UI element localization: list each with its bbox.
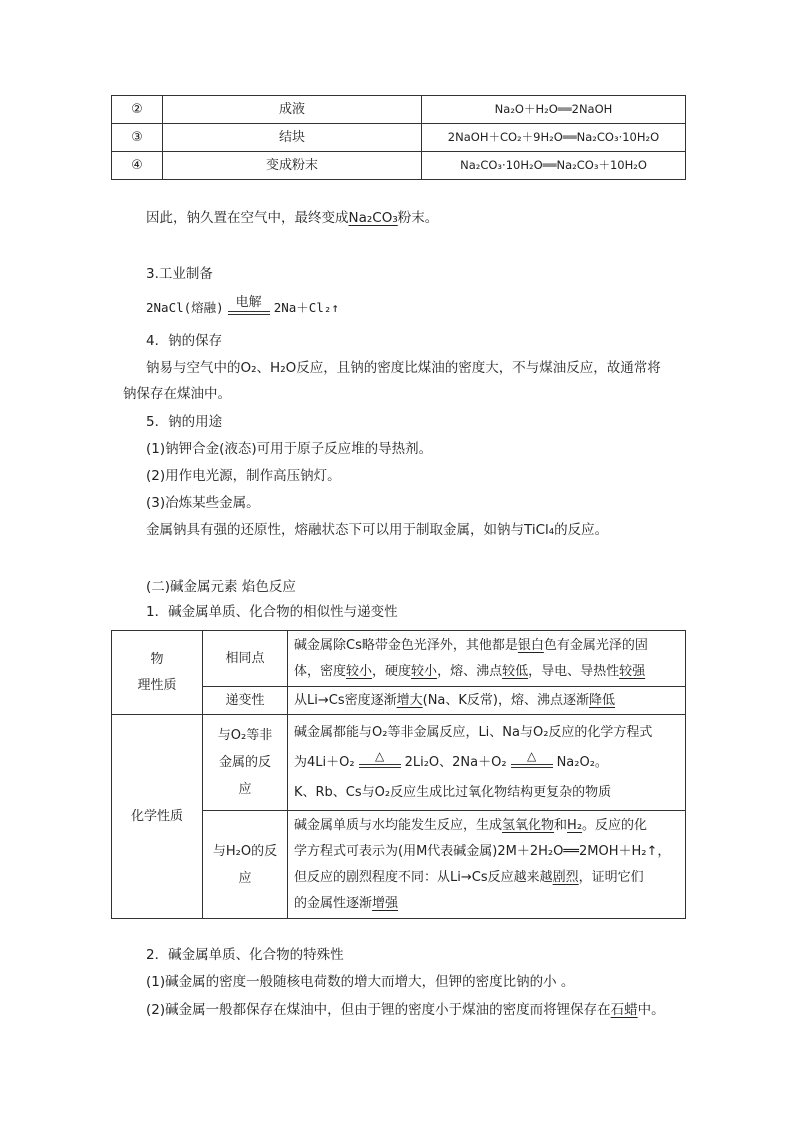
text: 学方程式可表示为(用M代表碱金属)2M＋2H₂O══2MOH＋H₂↑，: [294, 843, 671, 859]
text: 为4Li＋O₂: [294, 754, 355, 770]
answer-blank: Na₂CO₃: [348, 210, 398, 226]
row-number: ④: [112, 152, 163, 180]
answer-blank: 较强: [619, 663, 646, 679]
text: 体，密度: [294, 663, 347, 679]
storage-text-1: 钠易与空气中的O₂、H₂O反应，且钠的密度比煤油的密度大，不与煤油反应，故通常将: [146, 360, 661, 376]
section-5-title: 5．钠的用途: [146, 414, 223, 430]
heat-condition: [511, 748, 553, 772]
text: 色有金属光泽的固: [543, 637, 648, 653]
row-equation: Na₂CO₃·10H₂O══Na₂CO₃＋10H₂O: [422, 152, 686, 180]
equals-sign: [228, 311, 270, 315]
water-reaction-label: [203, 811, 288, 919]
equation-reactant: 2NaCl(熔融): [146, 300, 224, 315]
delta-symbol: △: [526, 748, 537, 763]
use-item-1: (1)钠钾合金(液态)可用于原子反应堆的导热剂。: [146, 441, 433, 457]
label-part: 金属的反: [218, 755, 271, 770]
delta-symbol: △: [374, 748, 385, 763]
label-part: 与H₂O的反: [212, 843, 278, 859]
equation-product: 2Na＋Cl₂↑: [273, 300, 339, 315]
heat-condition: [359, 748, 401, 772]
use-item-2: (2)用作电光源，制作高压钠灯。: [146, 468, 341, 484]
answer-blank: 剧烈: [552, 869, 579, 885]
row-number: ③: [112, 124, 163, 152]
table-row: [112, 124, 686, 152]
answer-blank: 较小: [346, 663, 373, 679]
text: 但反应的剧烈程度不同：从Li→Cs反应越来越: [294, 869, 553, 885]
chemical-properties-label: 化学性质: [112, 715, 203, 919]
row-number: ②: [112, 96, 163, 124]
label-part: 理性质: [137, 677, 177, 693]
text: 碱金属单质与水均能发生反应，生成: [294, 817, 503, 833]
subsection-1-title: 1．碱金属单质、化合物的相似性与递变性: [146, 604, 398, 620]
text: Na₂O₂。: [556, 754, 608, 770]
section-3-title: 3.工业制备: [146, 266, 213, 282]
table-row: [112, 715, 686, 811]
reaction-table: [111, 95, 686, 180]
conclusion-suffix: 粉末。: [397, 210, 439, 226]
same-points-label: 相同点: [203, 631, 288, 687]
label-part: 应: [238, 870, 252, 886]
subsection-2-title: 2．碱金属单质、化合物的特殊性: [146, 947, 344, 963]
table-row: [112, 631, 686, 687]
table-row: [112, 96, 686, 124]
section-4-title: 4．钠的保存: [146, 333, 223, 349]
oxygen-reaction-content: [288, 715, 686, 811]
text: 碱金属都能与O₂等非金属反应，Li、Na与O₂反应的化学方程式: [294, 724, 653, 740]
row-description: 结块: [163, 124, 422, 152]
text: (Na、K反常)，熔、沸点逐渐: [422, 693, 589, 708]
row-equation: Na₂O＋H₂O══2NaOH: [422, 96, 686, 124]
text: (2)碱金属一般都保存在煤油中，但由于锂的密度小于煤油的密度而将锂保存在: [146, 1002, 611, 1018]
text: 和: [554, 817, 568, 833]
text: K、Rb、Cs与O₂反应生成比过氧化物结构更复杂的物质: [294, 784, 612, 800]
answer-blank: 银白: [517, 637, 544, 653]
answer-blank: 较小: [411, 663, 438, 679]
trend-content: [288, 687, 686, 715]
text: ，熔、沸点: [437, 663, 503, 679]
label-part: 与O₂等非: [217, 728, 273, 743]
text: 从Li→Cs密度逐渐: [294, 693, 397, 708]
storage-text-2: 钠保存在煤油中。: [123, 386, 231, 402]
answer-blank: 氢氧化物: [502, 817, 555, 833]
text: ，证明它们: [578, 869, 644, 885]
label-part: 物: [150, 651, 164, 667]
trend-label: 递变性: [203, 687, 288, 715]
same-points-content: [288, 631, 686, 687]
use-item-3: (3)冶炼某些金属。: [146, 495, 260, 511]
equals-sign: [511, 764, 553, 768]
text: ，硬度: [372, 663, 412, 679]
alkali-metal-table: [111, 630, 686, 919]
text: 。反应的化: [582, 817, 648, 833]
text: 碱金属除Cs略带金色光泽外，其他都是: [294, 637, 518, 653]
electrolysis-condition: [228, 295, 270, 319]
oxygen-reaction-label: [203, 715, 288, 811]
row-description: 变成粉末: [163, 152, 422, 180]
answer-blank: 增大: [396, 693, 423, 708]
condition-label: 电解: [235, 295, 262, 310]
use-note: 金属钠具有强的还原性，熔融状态下可以用于制取金属，如钠与TiCl₄的反应。: [146, 522, 609, 538]
answer-blank: 降低: [589, 693, 616, 708]
conclusion-paragraph: [146, 206, 438, 230]
special-item-2: [146, 998, 665, 1022]
answer-blank: 增强: [372, 895, 399, 911]
row-description: 成液: [163, 96, 422, 124]
special-item-1: (1)碱金属的密度一般随核电荷数的增大而增大，但钾的密度比钠的小 。: [146, 974, 575, 990]
conclusion-text: 因此，钠久置在空气中，最终变成: [146, 210, 349, 226]
electrolysis-equation: [146, 296, 339, 320]
section-2-title: (二)碱金属元素 焰色反应: [146, 579, 296, 595]
table-row: [112, 152, 686, 180]
row-equation: 2NaOH＋CO₂＋9H₂O══Na₂CO₃·10H₂O: [422, 124, 686, 152]
label-part: 应: [238, 782, 252, 797]
physical-properties-label: [112, 631, 203, 715]
text: 的金属性逐渐: [294, 895, 373, 911]
answer-blank: 石蜡: [610, 1002, 638, 1018]
answer-blank: 较低: [502, 663, 529, 679]
water-reaction-content: [288, 811, 686, 919]
equals-sign: [359, 764, 401, 768]
answer-blank: H₂: [567, 817, 583, 833]
text: ，导电、导热性: [528, 663, 620, 679]
text: 2Li₂O、2Na＋O₂: [404, 754, 507, 770]
text: 中。: [637, 1002, 665, 1018]
